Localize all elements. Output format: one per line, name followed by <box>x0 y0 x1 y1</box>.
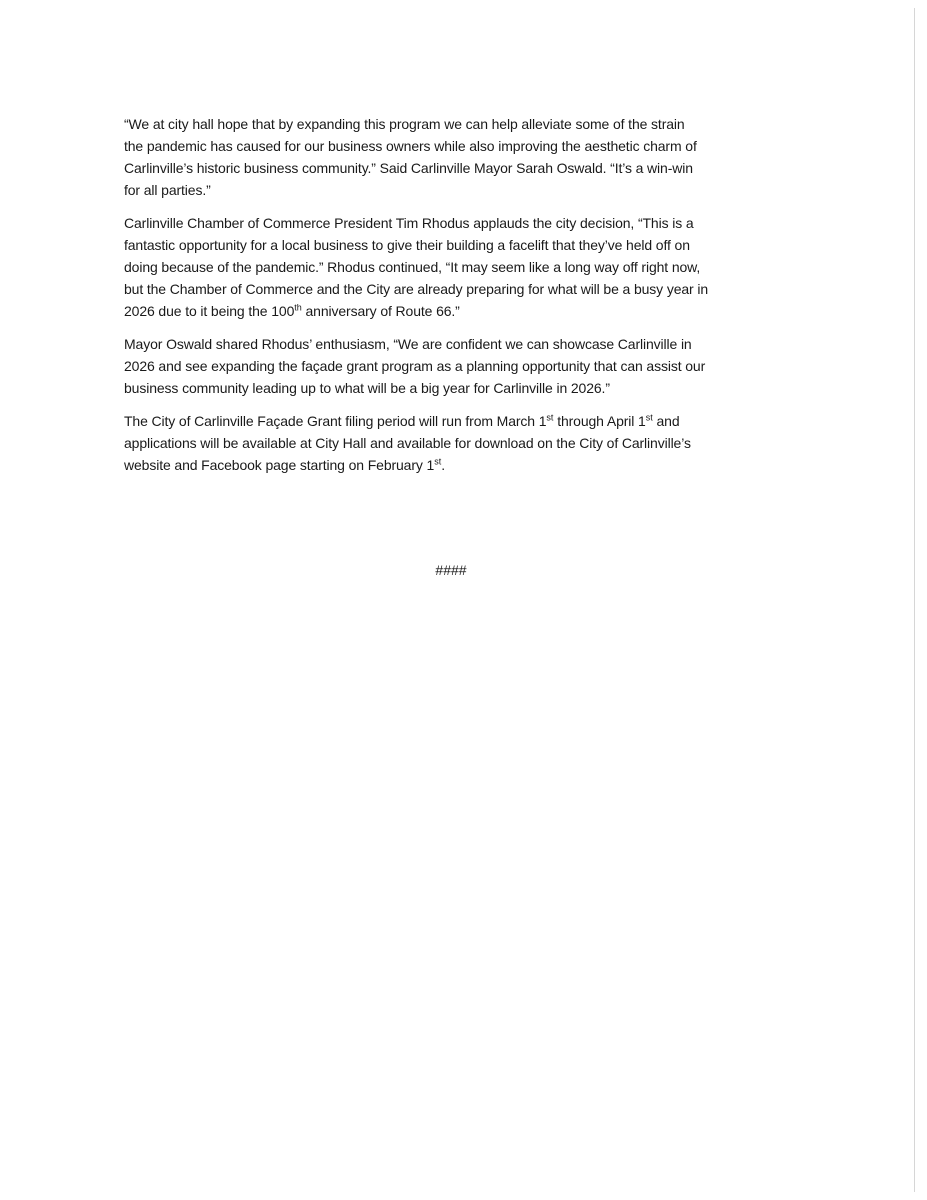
line-text: 2026 due to it being the 100 <box>124 303 295 319</box>
line-text: through April 1 <box>553 413 646 429</box>
paragraph-line: Carlinville Chamber of Commerce President Tim Rhodus applauds the city decision, “This is a <box>124 215 694 231</box>
scan-edge-line <box>914 8 915 1192</box>
line-text: website and Facebook page starting on February 1 <box>124 457 435 473</box>
paragraph-line: fantastic opportunity for a local business to give their building a facelift that they’ve held off on <box>124 237 690 253</box>
paragraph-line: applications will be available at City Hall and available for download on the City of Carlinville’s <box>124 435 691 451</box>
paragraph-line: business community leading up to what will be a big year for Carlinville in 2026.” <box>124 380 610 396</box>
end-of-release-mark: #### <box>435 562 467 578</box>
paragraph-line: but the Chamber of Commerce and the City are already preparing for what will be a busy year in <box>124 281 709 297</box>
ordinal-superscript: st <box>434 456 442 467</box>
paragraph-line: Carlinville’s historic business community.” Said Carlinville Mayor Sarah Oswald. “It’s a win-win <box>124 160 693 176</box>
paragraph-line <box>124 410 824 432</box>
paragraph-line: the pandemic has caused for our business owners while also improving the aesthetic charm of <box>124 138 697 154</box>
paragraph-mayor-enthusiasm <box>124 333 824 399</box>
ordinal-superscript: th <box>294 302 302 313</box>
paragraph-line: 2026 and see expanding the façade grant program as a planning opportunity that can assist our <box>124 358 706 374</box>
paragraph-line <box>124 300 824 322</box>
line-text: The City of Carlinville Façade Grant filing period will run from March 1 <box>124 413 547 429</box>
ordinal-superscript: st <box>645 412 653 423</box>
line-text: and <box>652 413 680 429</box>
press-release-body <box>124 113 824 487</box>
line-text: anniversary of Route 66.” <box>301 303 460 319</box>
line-text: . <box>441 457 446 473</box>
paragraph-line <box>124 454 824 476</box>
paragraph-line: “We at city hall hope that by expanding this program we can help alleviate some of the strain <box>124 116 685 132</box>
ordinal-superscript: st <box>546 412 554 423</box>
paragraph-mayor-quote <box>124 113 824 201</box>
paragraph-line: doing because of the pandemic.” Rhodus continued, “It may seem like a long way off right now, <box>124 259 701 275</box>
paragraph-chamber-quote <box>124 212 824 322</box>
paragraph-line: for all parties.” <box>124 182 211 198</box>
paragraph-line: Mayor Oswald shared Rhodus’ enthusiasm, “We are confident we can showcase Carlinville in <box>124 336 692 352</box>
paragraph-filing-period <box>124 410 824 476</box>
